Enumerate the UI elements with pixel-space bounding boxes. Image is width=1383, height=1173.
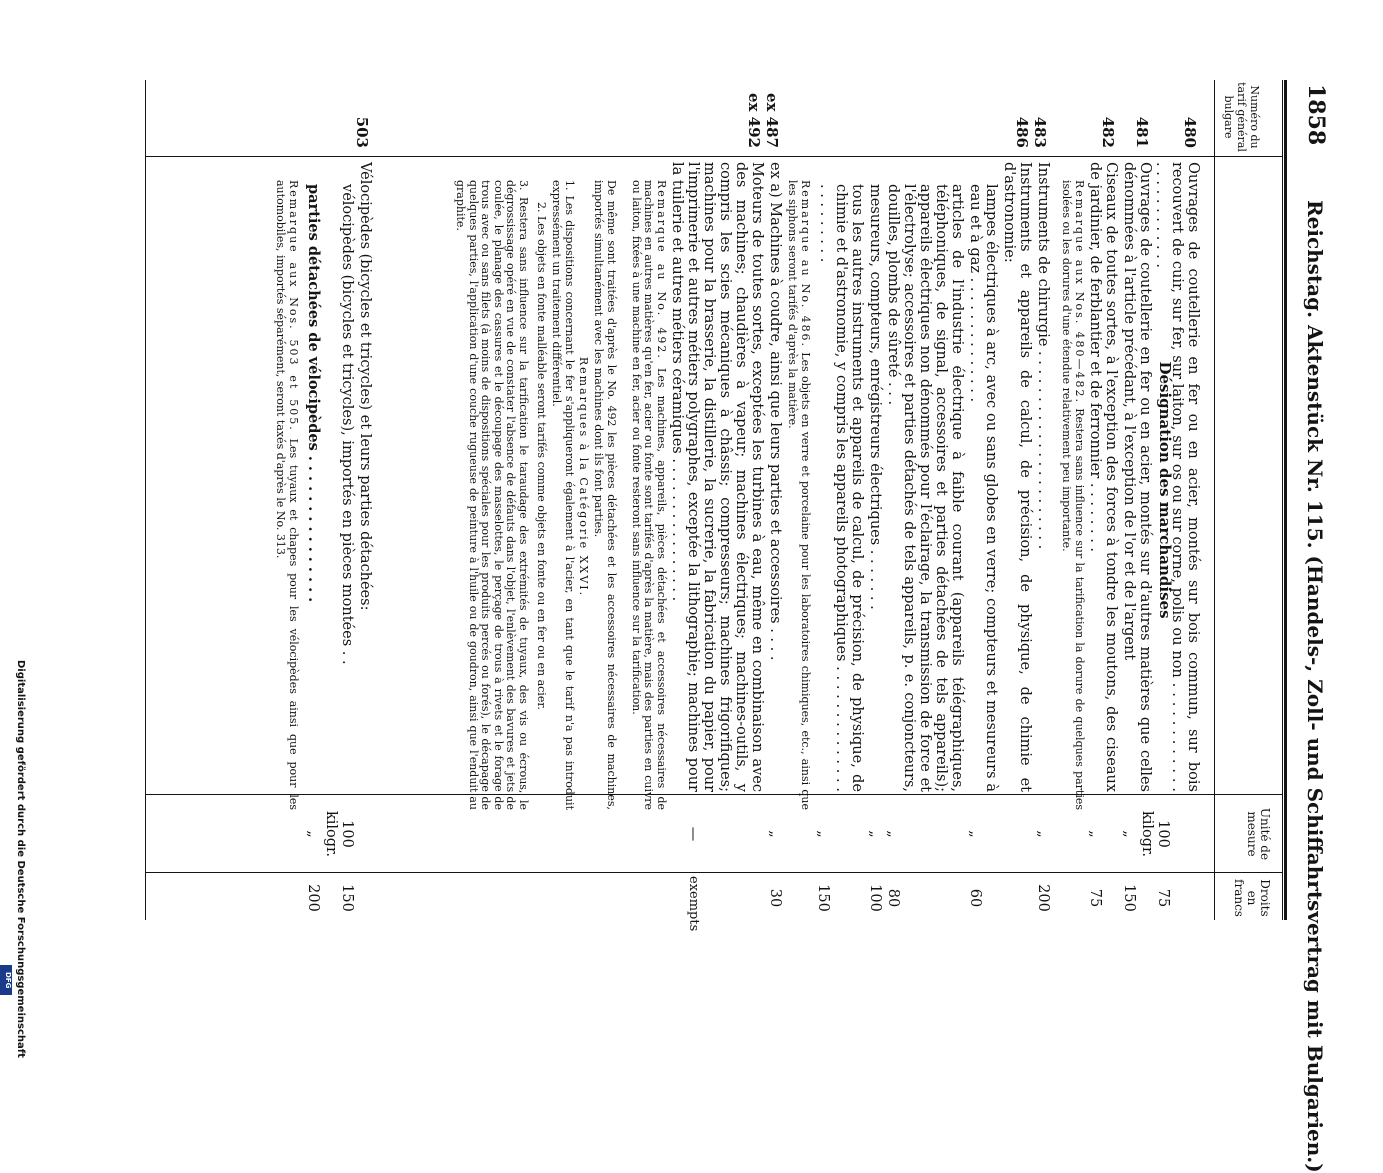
tariff-number: 486 (1013, 116, 1031, 148)
tariff-duty: 150 (339, 884, 355, 912)
tariff-unit: „ (1087, 830, 1103, 838)
tariff-subitem: articles de l'industrie électrique à faible courant (appareils télégraphiques, téléphoniques, de signal, accessoires et parties détachées de tels appareils); appareils électriques non dénommés pour l'éclairage, la transmission de force et l'électrolyse; accessoires et parties détachés de tels appareils, p. e. conjoncteurs, douilles, plombs de sûreté . . . (885, 184, 965, 792)
tariff-description: Moteurs de toutes sortes, exceptées les turbines à eau, même en combinaison avec des machines; chaudières à vapeur; machines électriques; machines-outils, y compris les scies mécaniques à châssis; compresseurs; machines frigorifiques; machines pour la brasserie, la distillerie, la sucrerie, la fabrication du papier, pour l'imprimerie et autres métiers polygraphes, exceptée la lithographie; machines pour la tuilerie et autres métiers céramiques . . . . . . . . . . . . . . . . (669, 162, 765, 792)
col-divider-2 (146, 794, 1283, 795)
remark-503-505 (274, 162, 299, 810)
tariff-duty: 200 (305, 884, 321, 912)
remark-486 (786, 162, 811, 810)
remark-text: Les objets en verre et porcelaine pour les laboratoires chimiques, etc., ainsi que les siphons seront tarifés d'après la matière. (786, 180, 812, 810)
category-remarks-heading (577, 162, 590, 792)
tariff-duty: 150 (815, 884, 831, 912)
col-divider-3 (146, 872, 1283, 873)
tariff-number: 482 (1099, 116, 1117, 148)
tariff-unit: 100 kilogr. (323, 810, 355, 858)
header-rule (1284, 80, 1287, 920)
dfg-logo: DFG (0, 965, 12, 995)
tariff-subitem: lampes électriques à arc, avec ou sans globes en verre; compteurs et mesureurs à eau et à gaz . . . . . . . . . . . . . . (967, 184, 999, 792)
tariff-description: Instruments et appareils de calcul, de précision, de physique, de chimie et d'astronomie: (1001, 162, 1033, 792)
page-header (1291, 80, 1331, 1173)
tariff-duty: 60 (967, 888, 983, 908)
tariff-description: Ouvrages de coutellerie en fer ou en acier, montés sur bois commun, sur bois recouvert de cuir, sur fer, sur laiton, sur os ou sur corne, polis ou non . . . . . . . . . . . . . . . . . . . . . . . . (1153, 162, 1201, 792)
tariff-number: 483 (1031, 116, 1049, 148)
tariff-subitem: parties détachées de vélocipèdes . . . . . . . . . . . . . . . (305, 184, 322, 603)
tariff-unit: „ (1035, 830, 1051, 838)
remark-text: Les tuyaux et chapes pour les vélocipèdes ainsi que pour les automobiles, importés séparément, seront taxés d'après le No. 313. (274, 180, 300, 811)
category-remark-1: 1. Les dispositions concernant le fer s'appliqueront également à l'acier, en tant que le tarif n'a pas introduit expressément un traitement différentiel. (550, 180, 576, 810)
tariff-number: ex 492 (745, 92, 763, 148)
tariff-description: ex a) Machines à coudre, ainsi que leurs parties et accessoires . . . . (767, 162, 783, 661)
tariff-description: Vélocipèdes (bicycles et tricycles) et leurs parties détachées: (357, 162, 373, 611)
tariff-number: ex 487 (763, 92, 781, 148)
tariff-duty: 80 (885, 888, 901, 908)
tariff-duty: 150 (1121, 884, 1137, 912)
remark-label: Remarque au No. 486. (799, 180, 812, 349)
digitization-credit: Digitalisierung gefördert durch die Deutsche Forschungsgemeinschaft (15, 660, 26, 1058)
tariff-duty: 200 (1035, 884, 1051, 912)
tariff-subitem: mesureurs, compteurs, enrégistreurs électriques . . . . . . . (867, 184, 883, 610)
tariff-unit: „ (867, 830, 883, 838)
remark-text: Restera sans influence sur la tarification la dorure de quelques parties isolées ou les dorures d'une étendue relativement peu importante. (1060, 180, 1086, 811)
category-label: Remarques à la Catégorie XXVI. (577, 356, 590, 598)
tariff-duty: 75 (1155, 888, 1171, 908)
tariff-unit: „ (815, 830, 831, 838)
remark-492 (630, 162, 668, 810)
rotated-tariff-page (81, 80, 1331, 1173)
tariff-number: 481 (1133, 116, 1151, 148)
col-divider-1 (146, 156, 1283, 157)
category-remark-2: 2. Les objets en fonte malléable seront tarifés comme objets en fonte ou en fer ou en acier. (535, 202, 548, 710)
remark-480-482 (1060, 162, 1085, 810)
remark-text: Les machines, appareils, pièces détachées et accessoires nécessaires de machines en autres matières qu'en fer, acier ou fonte sont tarifés d'après la matière, mais des parties en cuivre ou laiton, fixées à une machine en fer, acier ou fonte resteront sans influence sur la tarification. (630, 180, 668, 811)
tariff-duty: 75 (1087, 888, 1103, 908)
tariff-subitem: vélocipèdes (bicycles et tricycles), importés en pièces montées . . (339, 184, 355, 665)
col-number-head: Numéro du tarif général bulgare (1222, 82, 1261, 152)
col-duty-head: Droits en francs (1232, 879, 1272, 917)
page-number: 1858 (1303, 84, 1329, 146)
remark-492-continued: De même sont traitées d'après le No. 492 les pièces détachées et les accessoires nécessaires de machines, importés simultanément avec les machines dont ils font parties. (592, 180, 618, 810)
tariff-description: Instruments de chirurgie . . . . . . . . . . . . . . . . . . . . . . (1035, 162, 1051, 550)
remark-label: Remarque aux Nos. 503 et 505. (287, 180, 300, 432)
tariff-description: Ciseaux de toutes sortes, à l'exception des forces à tondre les moutons, des ciseaux de jardinier, de ferblantier et de ferronnier . . . . . . . . (1087, 162, 1119, 792)
tariff-duty: 100 (867, 884, 883, 912)
col-designation-head: Désignation des marchandises (1156, 361, 1174, 619)
tariff-unit: „ (885, 830, 901, 838)
tariff-duty: exempts (686, 876, 701, 932)
tariff-unit: „ (1121, 830, 1137, 838)
tariff-description: Ouvrages de coutellerie en fer ou en acier, montés sur d'autres matières que celles dénommées à l'article précédant, à l'exception de l'or et de l'argent (1121, 162, 1153, 792)
tariff-number: 480 (1181, 116, 1199, 148)
tariff-subitem: tous les autres instruments et appareils de calcul, de précision, de physique, de chimie et d'astronomie, y compris les appareils photographiques . . . . . . . . . . . . . . . . . . . . . . . (817, 184, 865, 792)
tariff-unit: „ (305, 830, 321, 838)
tariff-duty: 30 (767, 888, 783, 908)
tariff-unit: 100 kilogr. (1139, 810, 1171, 858)
tariff-number: 503 (353, 116, 371, 148)
category-remark-3: 3. Restera sans influence sur la tarification le taraudage des extrémités de tuyaux, des vis ou écrous, le dégrossissage opéré en vue de constater l'absence de défauts dans l'objet, l'enlèvement des bavures et jets de coulée, le planage des cassures et le découpage des masselottes, le perçage de trous à rivets et le forage de trous avec ou sans filets (à moins de dispositions spéciales pour les produits percés ou forés), le décapage de quelques parties, l'application d'une couche rugueuse de peinture à l'huile ou de goudron, ainsi que l'enduit au graphite. (454, 180, 530, 810)
page-title: Reichstag. Aktenstück Nr. 115. (Handels-, Zoll- und Schiffahrtsvertrag mit Bulgarien.) (1303, 200, 1327, 1173)
tariff-unit: „ (967, 830, 983, 838)
tariff-unit: — (685, 826, 701, 842)
remark-label: Remarque au No. 492. (655, 180, 668, 360)
remark-label: Remarque aux Nos. 480—482. (1073, 180, 1086, 405)
tariff-unit: „ (767, 830, 783, 838)
col-unit-head: Unité de mesure (1245, 807, 1272, 861)
